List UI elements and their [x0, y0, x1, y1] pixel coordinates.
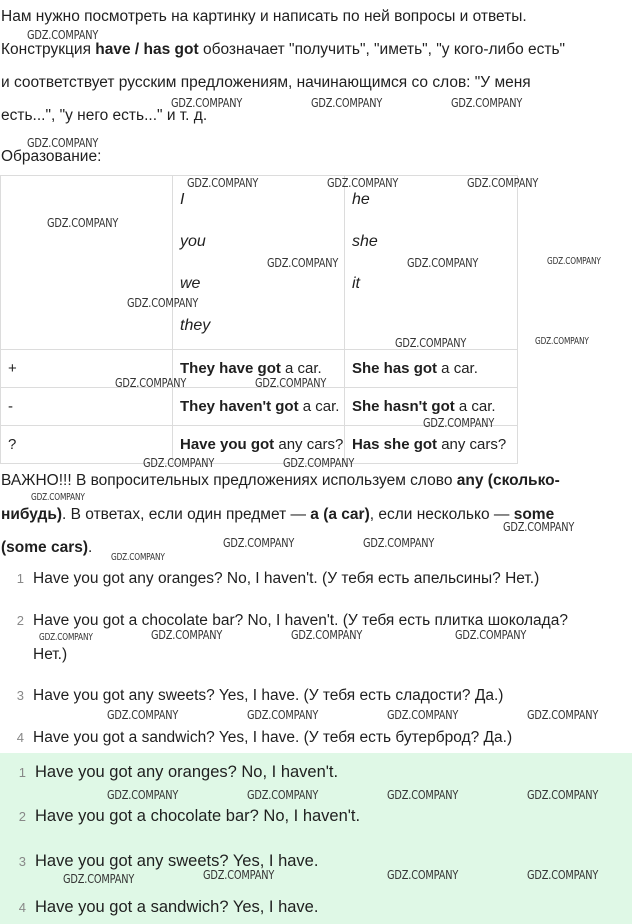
example-cell: She has got a car. — [345, 350, 518, 388]
example-cell: Has she got any cars? — [345, 426, 518, 464]
watermark-text: GDZ.COMPANY — [171, 95, 243, 110]
watermark-text: GDZ.COMPANY — [127, 295, 199, 310]
pronoun: they — [180, 317, 211, 334]
watermark-text: GDZ.COMPANY — [387, 867, 459, 882]
watermark-text: GDZ.COMPANY — [451, 95, 523, 110]
important-line-2: нибудь). В ответах, если один предмет — a (a car), если несколько — some — [1, 506, 555, 523]
watermark-text: GDZ.COMPANY — [187, 175, 259, 190]
sign-cell: - — [1, 388, 173, 426]
watermark-text: GDZ.COMPANY — [27, 27, 99, 42]
watermark-text: GDZ.COMPANY — [203, 867, 275, 882]
watermark-text: GDZ.COMPANY — [267, 255, 339, 270]
example-cell: They haven't got a car. — [173, 388, 345, 426]
watermark-text: GDZ.COMPANY — [423, 415, 495, 430]
pronoun: he — [352, 191, 370, 208]
watermark-text: GDZ.COMPANY — [39, 632, 93, 643]
watermark-text: GDZ.COMPANY — [467, 175, 539, 190]
watermark-text: GDZ.COMPANY — [327, 175, 399, 190]
pronoun: it — [352, 275, 360, 292]
watermark-text: GDZ.COMPANY — [387, 707, 459, 722]
pronoun: she — [352, 233, 378, 250]
formation-label: Образование: — [1, 148, 102, 165]
watermark-text: GDZ.COMPANY — [455, 627, 527, 642]
list-item: 4 Have you got a sandwich? Yes, I have. (У тебя есть бутерброд? Да.) — [16, 729, 513, 746]
pronoun: you — [180, 233, 206, 250]
watermark-text: GDZ.COMPANY — [107, 707, 179, 722]
list-item: 3 Have you got any sweets? Yes, I have. (У тебя есть сладости? Да.) — [16, 687, 504, 704]
example-cell: They have got a car. — [173, 350, 345, 388]
answer-block — [0, 753, 632, 924]
answer-item: 2 Have you got a chocolate bar? No, I haven't. — [18, 807, 361, 825]
watermark-text: GDZ.COMPANY — [223, 535, 295, 550]
pronoun: we — [180, 275, 201, 292]
table-corner-cell — [1, 176, 173, 350]
watermark-text: GDZ.COMPANY — [247, 787, 319, 802]
watermark-text: GDZ.COMPANY — [115, 375, 187, 390]
watermark-text: GDZ.COMPANY — [311, 95, 383, 110]
watermark-text: GDZ.COMPANY — [527, 787, 599, 802]
intro-line-1: Нам нужно посмотреть на картинку и написать по ней вопросы и ответы. — [1, 8, 527, 25]
intro-line-3: и соответствует русским предложениям, начинающимся со слов: "У меня — [1, 74, 531, 91]
intro-line-2: Конструкция have / has got обозначает "получить", "иметь", "у кого-либо есть" — [1, 41, 566, 58]
answer-item: 3 Have you got any sweets? Yes, I have. — [18, 852, 319, 870]
answer-item: 1 Have you got any oranges? No, I haven't. — [18, 763, 339, 781]
example-cell: Have you got any cars? — [173, 426, 345, 464]
watermark-text: GDZ.COMPANY — [535, 336, 589, 347]
watermark-text: GDZ.COMPANY — [527, 707, 599, 722]
watermark-text: GDZ.COMPANY — [547, 256, 601, 267]
watermark-text: GDZ.COMPANY — [291, 627, 363, 642]
watermark-text: GDZ.COMPANY — [143, 455, 215, 470]
watermark-text: GDZ.COMPANY — [107, 787, 179, 802]
watermark-text: GDZ.COMPANY — [407, 255, 479, 270]
sign-cell: + — [1, 350, 173, 388]
watermark-text: GDZ.COMPANY — [151, 627, 223, 642]
watermark-text: GDZ.COMPANY — [47, 215, 119, 230]
important-line-3: (some cars). — [1, 539, 93, 556]
watermark-text: GDZ.COMPANY — [111, 552, 165, 563]
example-cell: She hasn't got a car. — [345, 388, 518, 426]
list-item-continuation: Нет.) — [33, 646, 68, 663]
intro-line-4: есть...", "у него есть..." и т. д. — [1, 107, 208, 124]
watermark-text: GDZ.COMPANY — [255, 375, 327, 390]
watermark-text: GDZ.COMPANY — [27, 135, 99, 150]
sign-cell: ? — [1, 426, 173, 464]
watermark-text: GDZ.COMPANY — [283, 455, 355, 470]
list-item: 2 Have you got a chocolate bar? No, I haven't. (У тебя есть плитка шоколада? — [16, 612, 568, 629]
watermark-text: GDZ.COMPANY — [31, 492, 85, 503]
watermark-text: GDZ.COMPANY — [387, 787, 459, 802]
pronoun: I — [180, 191, 185, 208]
answer-item: 4 Have you got a sandwich? Yes, I have. — [18, 898, 319, 916]
watermark-text: GDZ.COMPANY — [527, 867, 599, 882]
watermark-text: GDZ.COMPANY — [503, 519, 575, 534]
important-line-1: ВАЖНО!!! В вопросительных предложениях используем слово any (сколько- — [1, 472, 560, 489]
watermark-text: GDZ.COMPANY — [63, 871, 135, 886]
watermark-text: GDZ.COMPANY — [247, 707, 319, 722]
watermark-text: GDZ.COMPANY — [363, 535, 435, 550]
watermark-text: GDZ.COMPANY — [395, 335, 467, 350]
list-item: 1 Have you got any oranges? No, I haven't. (У тебя есть апельсины? Нет.) — [16, 570, 540, 587]
table-row-question — [1, 426, 518, 464]
